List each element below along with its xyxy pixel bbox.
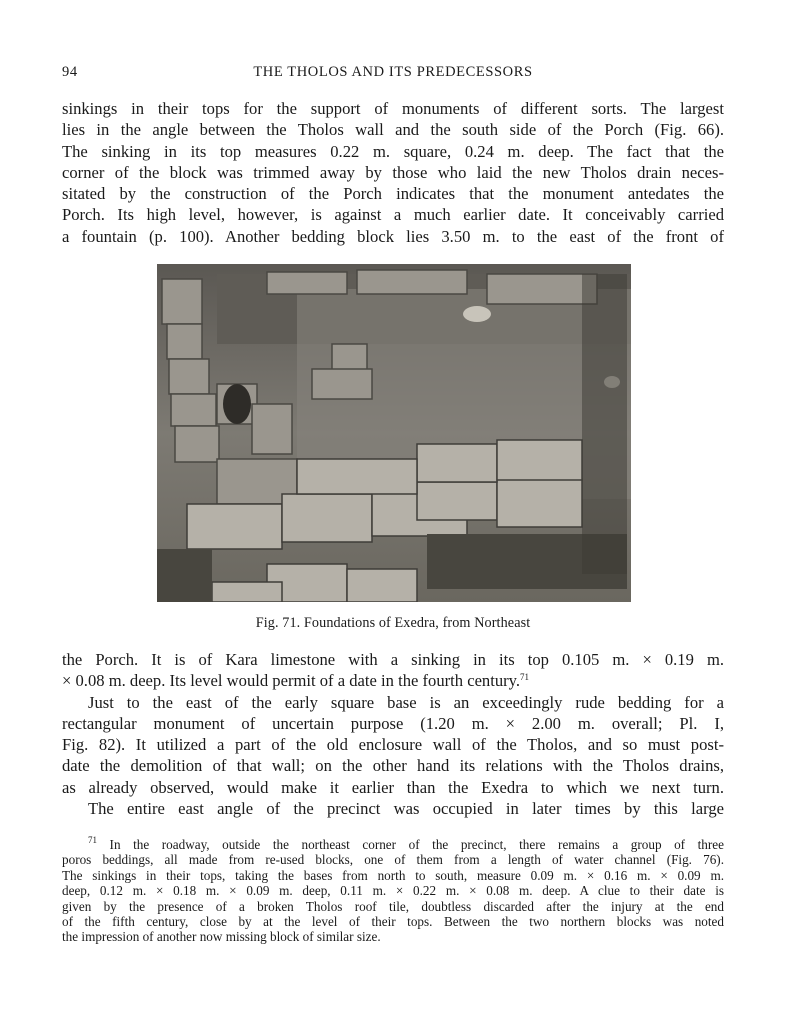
figure-caption: Fig. 71. Foundations of Exedra, from Northeast <box>255 615 531 631</box>
page-number: 94 <box>62 64 78 80</box>
footnote-line: The sinkings in their tops, taking the bases from north to south, measure 0.09 m. × 0.16 m. × 0.09 m. <box>62 867 724 883</box>
paragraph-line <box>62 670 724 691</box>
footnote-line: of the fifth century, close by at the level of their tops. Between the two northern blocks was noted <box>62 914 724 930</box>
footnote-line: deep, 0.12 m. × 0.18 m. × 0.09 m. deep, 0.11 m. × 0.22 m. × 0.08 m. deep. A clue to their date is <box>62 883 724 899</box>
paragraph-line: Porch. Its high level, however, is against a much earlier date. It conceivably carried <box>62 205 724 225</box>
paragraph-2 <box>62 649 724 819</box>
footnote-line: given by the presence of a broken Tholos roof tile, doubtless discarded after the injury at the end <box>62 898 724 914</box>
paragraph-line: Fig. 82). It utilized a part of the old enclosure wall of the Tholos, and so must post- <box>62 735 724 755</box>
paragraph-line: as already observed, would make it earlier than the Exedra to which we next turn. <box>62 777 724 797</box>
paragraph-line: a fountain (p. 100). Another bedding block lies 3.50 m. to the east of the front of <box>62 226 724 246</box>
running-header <box>62 64 724 84</box>
paragraph-line: corner of the block was trimmed away by those who laid the new Tholos drain neces- <box>62 162 724 182</box>
figure-photograph <box>157 264 631 602</box>
running-title: THE THOLOS AND ITS PREDECESSORS <box>253 64 533 80</box>
paragraph-line: sitated by the construction of the Porch indicates that the monument antedates the <box>62 184 724 204</box>
paragraph-line-text: × 0.08 m. deep. Its level would permit of a date in the fourth century. <box>62 671 521 691</box>
paragraph-line: date the demolition of that wall; on the other hand its relations with the Tholos drains, <box>62 756 724 776</box>
footnote-line: poros beddings, all made from re-used blocks, one of them from a length of water channel (Fig. 76). <box>62 852 724 868</box>
paragraph-1 <box>62 98 724 247</box>
footnote-marker: 71 <box>88 835 97 845</box>
footnote-71 <box>62 837 724 945</box>
footnote-line: the impression of another now missing block of similar size. <box>62 929 381 945</box>
paragraph-line: The entire east angle of the precinct was occupied in later times by this large <box>88 799 724 819</box>
footnote-reference: 71 <box>520 672 530 683</box>
paragraph-line: the Porch. It is of Kara limestone with a sinking in its top 0.105 m. × 0.19 m. <box>62 650 724 669</box>
paragraph-line: The sinking in its top measures 0.22 m. square, 0.24 m. deep. The fact that the <box>62 141 724 161</box>
paragraph-line: lies in the angle between the Tholos wall and the south side of the Porch (Fig. 66). <box>62 120 724 140</box>
footnote-line-text: In the roadway, outside the northeast corner of the precinct, there remains a group of three <box>97 837 724 852</box>
footnote-line <box>62 837 724 852</box>
paragraph-line: rectangular monument of uncertain purpose (1.20 m. × 2.00 m. overall; Pl. I, <box>62 713 724 733</box>
paragraph-line: Just to the east of the early square base is an exceedingly rude bedding for a <box>88 692 724 712</box>
paragraph-line: sinkings in their tops for the support of monuments of different sorts. The largest <box>62 99 724 118</box>
